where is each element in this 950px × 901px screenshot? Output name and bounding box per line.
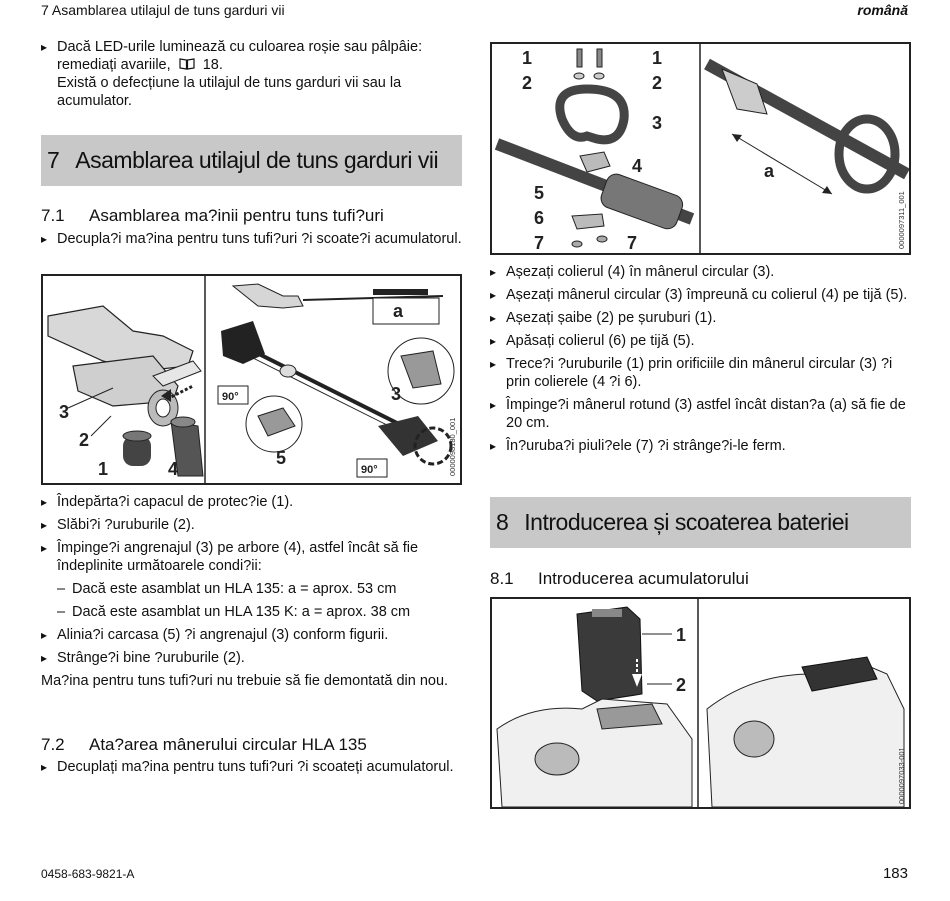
label-4: 4 [632,156,643,176]
label-90-right: 90° [361,464,378,476]
label-2b: 2 [652,73,663,93]
figure-code: 0000097033-001 [897,747,906,804]
label-a: a [764,161,775,181]
running-header: 7 Asamblarea utilajul de tuns garduri vii [41,2,285,18]
label-5: 5 [276,448,287,468]
label-2a: 2 [522,73,533,93]
subsection-7-1-heading: 7.1 Asamblarea ma?inii pentru tuns tufi?uri [41,206,384,225]
label-3: 3 [652,113,663,133]
figure-code: 0000097311_001 [897,191,906,249]
loop-handle-illustration [492,44,909,253]
section-7-heading: 7 Asamblarea utilajul de tuns garduri vii [41,135,462,186]
language-label: română [857,2,908,18]
label-2-left: 2 [79,430,90,450]
step-disconnect-71: ▸ Decupla?i ma?ina pentru tuns tufi?uri ?i scoate?i acumulatorul. [41,230,464,253]
label-7a: 7 [534,233,545,253]
note-71: Ma?ina pentru tuns tufi?uri nu trebuie să fie demontată din nou. [41,673,449,689]
label-4-left: 4 [168,459,179,479]
figure-battery-insert [490,597,911,809]
step-disconnect-72: ▸ Decuplați ma?ina pentru tuns tufi?uri ?i scoateți acumulatorul. [41,758,464,781]
label-5: 5 [534,183,545,203]
led-bullet: ▸ Dacă LED-urile luminează cu culoarea roșie sau pâlpâie: remediați avariile, 18. Există o defecțiune la utilajul de tuns garduri vii sau la acumulator. [41,38,464,110]
steps-71: ▸ Îndepărta?i capacul de protec?ie (1). ▸ Slăbi?i ?uruburile (2). ▸ Împinge?i angrenajul (3) pe arbore (4), astfel încât să fie îndeplinite următoarele condi?ii: – Dacă este asamblat un HLA 135: a = aprox. 53 cm – Dacă este asamblat un HLA 135 K: a = aprox. 38 cm ▸ Alinia?i carcasa (5) ?i angrenajul (3) conform figurii. ▸ Strânge?i bine ?uruburile (2). Ma?ina pentru tuns tufi?uri nu trebuie să fie demontată din nou. [41,493,464,691]
label-2: 2 [676,675,687,695]
subsection-7-2-heading: 7.2 Ata?area mânerului circular HLA 135 [41,735,367,754]
label-3-right: 3 [391,384,402,404]
label-6: 6 [534,208,545,228]
label-1a: 1 [522,48,533,68]
figure-code: 0000098180_001 [448,417,457,476]
steps-loop-handle: ▸ Așezați colierul (4) în mânerul circular (3). ▸ Așezați mânerul circular (3) împreună cu colierul (4) pe tijă (5). ▸ Așezați șaibe (2) pe șuruburi (1). ▸ Apăsați colierul (6) pe tijă (5). ▸ Trece?i ?uruburile (1) prin orificiile din mânerul circular (3) ?i prin colierele (4 ?i 6). ▸ Împinge?i mânerul rotund (3) astfel încât distan?a (a) să fie de 20 cm. ▸ În?uruba?i piuli?ele (7) ?i strânge?i-le ferm. [490,263,910,460]
figure-gearbox-assembly [41,274,462,485]
figure-loop-handle [490,42,911,255]
label-3-left: 3 [59,402,70,422]
intro-block [41,38,464,110]
label-1-left: 1 [98,459,109,479]
label-a: a [393,301,404,321]
gearbox-illustration [43,276,460,483]
label-7b: 7 [627,233,638,253]
document-code: 0458-683-9821-A [41,867,135,881]
label-1b: 1 [652,48,663,68]
page-number: 183 [882,865,908,882]
label-90-left: 90° [222,391,239,403]
subsection-8-1-heading: 8.1 Introducerea acumulatorului [490,569,749,588]
battery-illustration [492,599,909,807]
section-8-heading: 8 Introducerea și scoaterea bateriei [490,497,911,548]
book-icon [179,57,195,70]
label-1: 1 [676,625,687,645]
